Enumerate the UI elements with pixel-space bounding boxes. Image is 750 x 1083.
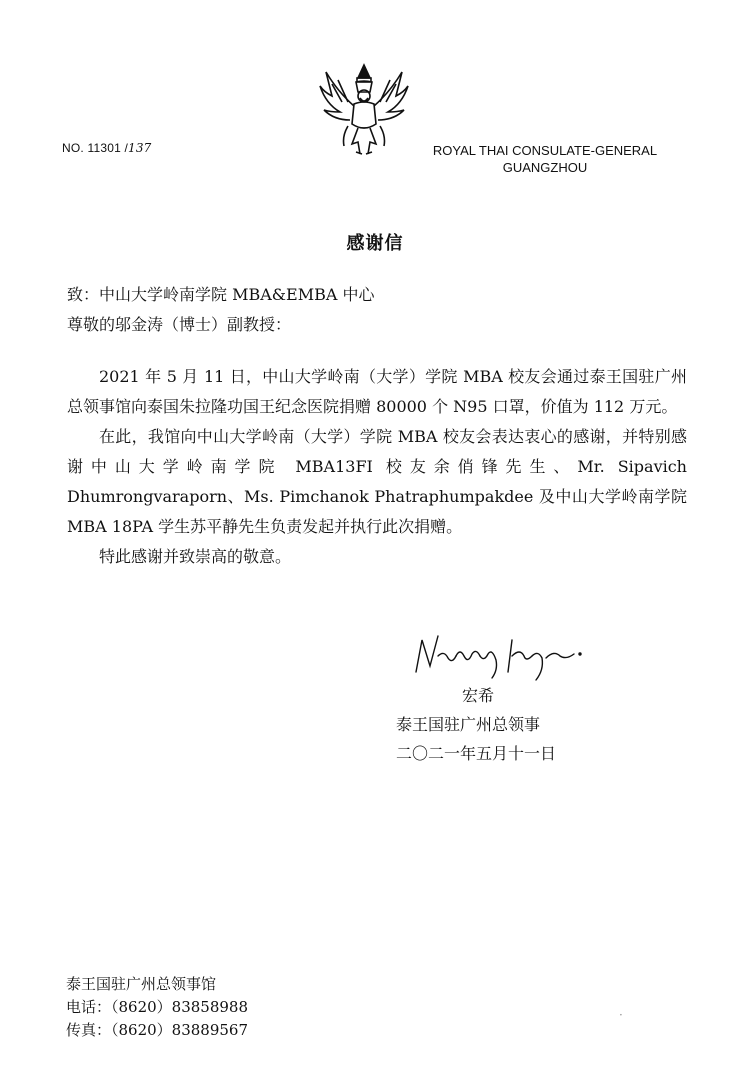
salutation: 尊敬的邬金涛（博士）副教授： xyxy=(67,315,292,334)
letter-title: 感谢信 xyxy=(346,233,404,254)
recipient-line: 致：中山大学岭南学院 MBA&EMBA 中心 xyxy=(67,285,375,304)
handwritten-signature-icon xyxy=(408,626,588,686)
garuda-emblem-icon xyxy=(318,62,410,158)
signer-position: 泰王国驻广州总领事 xyxy=(396,715,541,734)
org-line-1: ROYAL THAI CONSULATE-GENERAL xyxy=(432,143,658,158)
body-paragraph-2: 在此，我馆向中山大学岭南（大学）学院 MBA 校友会表达衷心的感谢，并特别感谢中山大学岭南学院 MBA13FI 校友余俏锋先生、Mr. Sipavich Dhumrongvaraporn、Ms. Pimchanok Phatraphumpakdee 及中山大学岭南学院 MBA 18PA 学生苏平静先生负责发起并执行此次捐赠。 xyxy=(67,427,687,536)
reference-handwritten: 137 xyxy=(128,141,152,155)
org-line-2: GUANGZHOU xyxy=(502,160,588,175)
consulate-header xyxy=(400,142,690,176)
footer-fax: 传真：（8620）83889567 xyxy=(66,1021,249,1039)
page-mark: · xyxy=(619,1008,623,1022)
footer-phone: 电话：（8620）83858988 xyxy=(66,998,249,1016)
body-paragraph-3: 特此感谢并致崇高的敬意。 xyxy=(99,547,292,566)
signer-name: 宏希 xyxy=(462,686,495,705)
signer-block xyxy=(396,681,606,768)
reference-prefix: NO. 11301 / xyxy=(62,141,129,155)
letter-date: 二〇二一年五月十一日 xyxy=(396,744,557,763)
reference-number xyxy=(62,141,152,155)
letter-body xyxy=(67,280,687,572)
footer-org: 泰王国驻广州总领事馆 xyxy=(66,975,217,993)
footer-contact xyxy=(66,973,248,1042)
body-paragraph-1: 2021 年 5 月 11 日，中山大学岭南（大学）学院 MBA 校友会通过泰王国驻广州总领事馆向泰国朱拉隆功国王纪念医院捐赠 80000 个 N95 口罩，价值为 112 万元。 xyxy=(67,367,687,416)
